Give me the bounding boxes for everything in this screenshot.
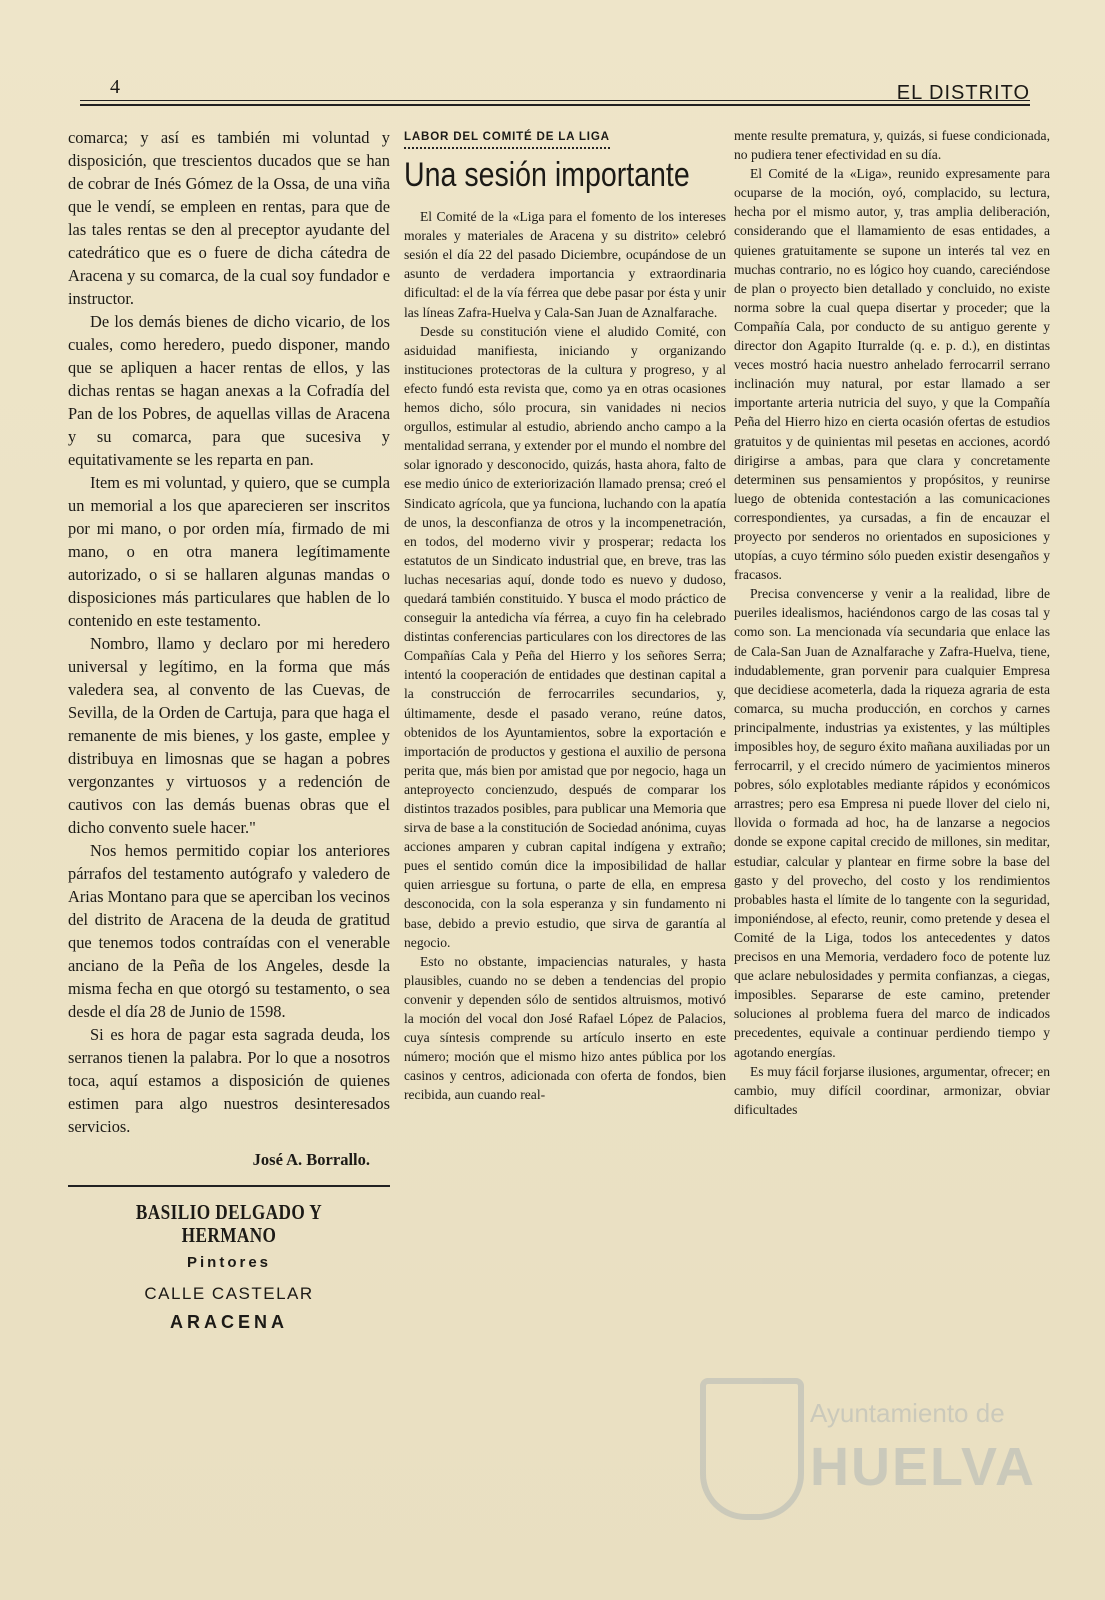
column-3 [734, 126, 1050, 1119]
advert-street: CALLE CASTELAR [144, 1284, 314, 1303]
page-number: 4 [110, 76, 120, 98]
paragraph: Esto no obstante, impaciencias naturales, y hasta plausibles, cuando no se deben a tendencias del propio convenir y dependen sólo de sentidos altruismos, motivó la moción del vocal don José Rafael López de Palacios, cuya síntesis comprende su artículo inserto en este número; moción que el mismo hizo antes pública por los casinos y centros, adicionada con oferta de fondos, bien recibida, aun cuando real- [404, 953, 726, 1103]
paragraph: De los demás bienes de dicho vicario, de los cuales, como heredero, puedo disponer, mando que se apliquen a hacer rentas de ellos, y las dichas rentas se hagan anexas a la Cofradía del Pan de los Pobres, de aquellas villas de Aracena y su comarca, para que sucesiva y equitativamente se les reparta en pan. [68, 312, 390, 469]
column-2 [404, 126, 726, 1105]
paragraph: Nos hemos permitido copiar los anteriores párrafos del testamento autógrafo y valedero de Arias Montano para que se aperciban los vecinos del distrito de Aracena de la deuda de gratitud que tenemos todos contraídas con el venerable anciano de la Peña de los Angeles, desde la misma fecha en que otorgó su testamento, o sea desde el día 28 de Junio de 1598. [68, 841, 390, 1021]
paragraph: Nombro, llamo y declaro por mi heredero universal y legítimo, en la forma que más valedera sea, al convento de las Cuevas, de Sevilla, de la Orden de Cartuja, para que haga el remanente de mis bienes, y los gaste, emplee y distribuya en limosnas que se hagan a pobres vergonzantes y virtuosos y a redención de cautivos con las demás buenas obras que el dicho convento suele hacer." [68, 634, 390, 837]
paragraph: Desde su constitución viene el aludido Comité, con asiduidad manifiesta, iniciando y organizando instituciones protectoras de la cultura y progreso, y al efecto fundó esta revista que, como ya en otras ocasiones hemos dicho, sólo procura, sin vanidades ni necios orgullos, estimular al estudio, abriendo ancho campo a la mentalidad serrana, y extender por el mundo el nombre del solar ignorado y desconocido, quizás, hasta ahora, falto de ese medio único de exteriorización llamado prensa; creó el Sindicato agrícola, que ya funciona, luchando con la apatía de unos, la desconfianza de otros y la incompenetración, en todos, del moderno vivir y prosperar; redacta los estatutos de un Sindicato industrial que, en breve, tras las luchas necesarias aquí, donde todo es nuevo y dudoso, quedará también constituido. Y busca el modo práctico de conseguir la antedicha vía férrea, a cuyo fin ha celebrado distintas conferencias particulares con los directores de las Compañías Cala y Peña del Hierro y los señores Serra; intentó la cooperación de entidades que destinan capital a la construcción de ferrocarriles secundarios, y, últimamente, desde el pasado verano, reúne datos, obtenidos de los Ayuntamientos, sobre la exportación e importación de productos y gestiona el auxilio de persona perita que, más bien por amistad que por negocio, haga un anteproyecto concienzudo, después de comparar los distintos trazados posibles, para publicar una Memoria que sirva de base a la constitución de Sociedad anónima, cuyas acciones amparen y cubran capital indígena y extraño; pues el sentido común dice la imposibilidad de hallar quien arriesgue su fortuna, o parte de ella, en empresa desconocida, con la sola esperanza y sin fundamento ni base, debido a previo estudio, que sirva de garantía al negocio. [404, 323, 726, 950]
advertisement [68, 1185, 390, 1334]
page-header [80, 76, 1030, 106]
header-rule-thick [80, 104, 1030, 106]
paragraph: comarca; y así es también mi voluntad y disposición, que trescientos ducados que se han de cobrar de Inés Gómez de la Ossa, de una viña que le vendí, se empleen en rentas, para que de las tales rentas se den al preceptor ayudante del catedrático que es o fuere de dicha cátedra de Aracena y su comarca, de la cual soy fundador e instructor. [68, 128, 390, 308]
advert-town: ARACENA [170, 1312, 288, 1332]
paragraph: Item es mi voluntad, y quiero, que se cumpla un memorial a los que aparecieren ser inscritos por mi mano, o por orden mía, firmado de mi mano, o en otra manera legítimamente autorizado, o si se hallaren algunas mandas o disposiciones más particulares que hablen de lo contenido en este testamento. [68, 473, 390, 630]
header-rule [80, 100, 1030, 101]
paragraph: mente resulte prematura, y, quizás, si fuese condicionada, no pudiera tener efectividad en su día. [734, 128, 1050, 163]
advert-trade: Pintores [186, 1254, 271, 1271]
paragraph: Precisa convencerse y venir a la realidad, libre de pueriles idealismos, haciéndonos cargo de las cosas tal y como son. La mencionada vía secundaria que enlace las de Cala-San Juan de Aznalfarache y Zafra-Huelva, tiene, indudablemente, gran porvenir para cualquier Empresa que decidiese acometerla, dada la riqueza agraria de esta comarca, su mucha producción, en corchos y carnes principalmente, industrias ya existentes, y las múltiples imposibles hoy, de seguro éxito mañana auxiliadas por un ferrocarril, y el crecido número de yacimientos mineros pobres, sólo explotables mediante rápidos y económicos arrastres; pero esa Empresa ni puede llover del cielo ni, llovida o formada ad hoc, ha de lanzarse a negocios donde se expone capital crecido de millones, sin meditar, estudiar, calcular y plantear en firme sobre la base del gasto y del provecho, del costo y los rendimientos probables hasta el límite de lo tangente con la seguridad, imponiéndose, al efecto, reunir, como pretende y desea el Comité de la Liga, todos los antecedentes y datos precisos en una Memoria, verdadero foco de potente luz que aclare nebulosidades y permita confianzas, a ciegas, imposibles. Separarse de este camino, pretender soluciones al problema fuera del marco de indicados precedentes, equivale a continuar perdiendo tiempo y agotando energías. [734, 586, 1050, 1060]
masthead-title: EL DISTRITO [896, 82, 1030, 104]
archive-watermark [690, 1378, 1036, 1528]
column-1 [68, 126, 390, 1334]
author-signature: José A. Borrallo. [252, 1150, 370, 1169]
article-headline: Una sesión importante [404, 156, 690, 195]
coat-of-arms-icon [700, 1378, 804, 1520]
paragraph: Si es hora de pagar esta sagrada deuda, los serranos tienen la palabra. Por lo que a nosotros toca, aquí estamos a disposición de quienes estimen para algo nuestros desinteresados servicios. [68, 1025, 390, 1136]
watermark-line-2: HUELVA [810, 1437, 1036, 1497]
paragraph: El Comité de la «Liga para el fomento de los intereses morales y materiales de Aracena y su distrito» celebró sesión el día 22 del pasado Diciembre, ocupándose de un asunto de verdadera importancia y extraordinaria dificultad: el de la vía férrea que debe pasar por ésta y unir las líneas Zafra-Huelva y Cala-San Juan de Aznalfarache. [404, 209, 726, 320]
advert-business-name: BASILIO DELGADO Y HERMANO [135, 1200, 323, 1247]
paragraph: Es muy fácil forjarse ilusiones, argumentar, ofrecer; en cambio, muy difícil coordinar, armonizar, obviar dificultades [734, 1063, 1050, 1117]
watermark-line-1: Ayuntamiento de [810, 1398, 1005, 1428]
paragraph: El Comité de la «Liga», reunido expresamente para ocuparse de la moción, oyó, complacido, su lectura, hecha por el mismo autor, y, tras amplia deliberación, considerando que el llamamiento de esas entidades, a quienes gratuitamente se supone un interés tal vez en muchas contrario, no es lógico hoy cuando, careciéndose de plan o proyecto bien detallado y concluido, no existe norma sobre la cual quepa disertar y proceder; que la Compañía Cala, por conducto de su antiguo gerente y director don Agapito Iturralde (q. e. p. d.), en distintas veces mostró hacia nuestro anhelado ferrocarril serrano inclinación muy natural, por estar llamado a ser importante arteria nutricia del suyo, y que la Compañía Peña del Hierro hizo en cierta ocasión ofertas de estudios gratuitos y de quinientas mil pesetas en acciones, acordó dirigirse a ambas, para que clara y concretamente determinen sus pensamientos y propósitos, y reunirse luego de obtenida contestación a las comunicaciones correspondientes, ya cursadas, a fin de encauzar el proyecto por senderos no orientados en suposiciones y utopías, a cuyo término sólo pueden existir desengaños y fracasos. [734, 166, 1050, 583]
article-kicker: LABOR DEL COMITÉ DE LA LIGA [404, 127, 610, 149]
